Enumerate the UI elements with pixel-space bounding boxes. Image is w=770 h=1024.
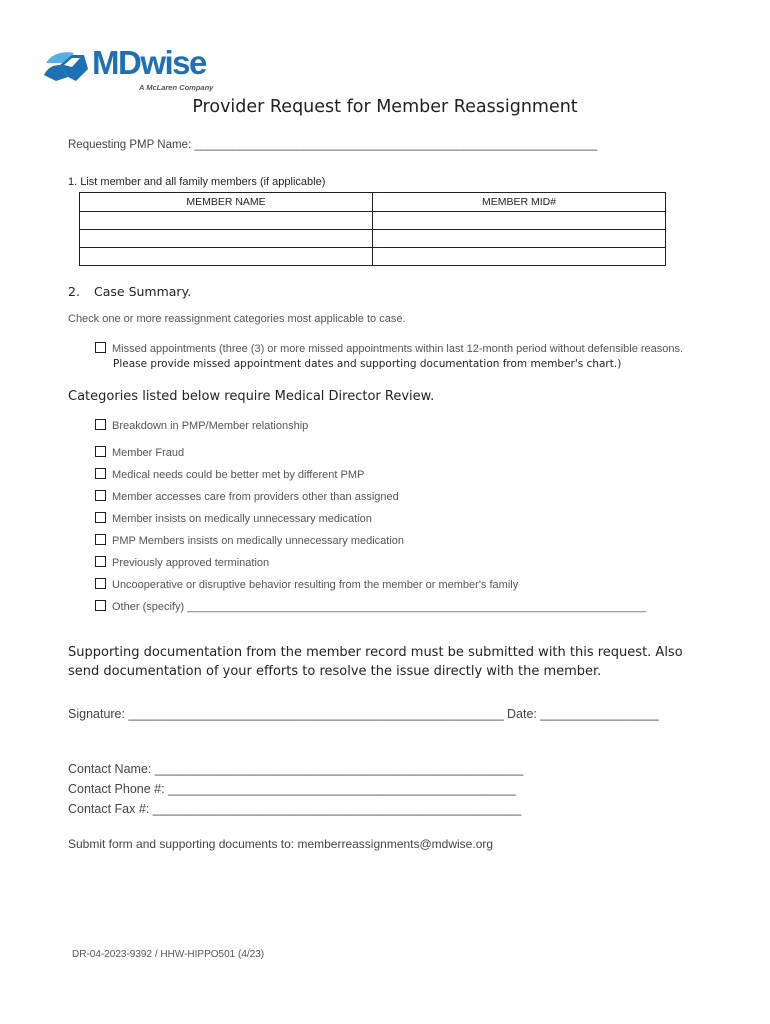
category-checkbox[interactable] — [95, 419, 106, 430]
category-option[interactable] — [95, 419, 308, 432]
category-option[interactable] — [95, 512, 372, 525]
category-checkbox[interactable] — [95, 534, 106, 545]
category-option[interactable] — [95, 556, 269, 569]
requesting-pmp-field[interactable]: Requesting PMP Name: _______________________________________________________________ — [68, 139, 598, 151]
member-name-header: MEMBER NAME — [80, 193, 373, 212]
supporting-documentation-notice: Supporting documentation from the member record must be submitted with this request. Also send documentation of your efforts to resolve the issue directly with the member. — [68, 645, 683, 679]
instruction-text: Check one or more reassignment categories most applicable to case. — [68, 313, 406, 325]
brand-tagline: A McLaren Company — [139, 83, 214, 92]
director-review-heading: Categories listed below require Medical Director Review. — [68, 389, 435, 404]
form-title: Provider Request for Member Reassignment — [192, 97, 578, 117]
category-label: Other (specify) ___________________________________________________________________________ — [112, 601, 647, 613]
missed-appointments-note: Please provide missed appointment dates and supporting documentation from member's chart.) — [113, 358, 622, 370]
table-row — [80, 230, 666, 248]
date-field[interactable]: Date: _________________ — [507, 707, 659, 721]
category-option[interactable] — [95, 468, 364, 481]
category-label: PMP Members insists on medically unnecessary medication — [112, 535, 405, 547]
contact-phone-field[interactable]: Contact Phone #: __________________________________________________ — [68, 782, 516, 796]
category-label: Uncooperative or disruptive behavior resulting from the member or member's family — [112, 579, 519, 591]
section2-number: 2. — [68, 284, 80, 299]
member-mid-cell[interactable] — [373, 230, 666, 248]
footer-code: DR-04-2023-9392 / HHW-HIPPO501 (4/23) — [72, 949, 265, 960]
member-name-cell[interactable] — [80, 212, 373, 230]
missed-appointments-checkbox[interactable] — [95, 342, 106, 353]
category-checkbox[interactable] — [95, 446, 106, 457]
member-mid-header: MEMBER MID# — [373, 193, 666, 212]
category-option[interactable] — [95, 578, 518, 591]
category-label: Member Fraud — [112, 447, 185, 459]
member-table — [79, 192, 666, 266]
category-option[interactable] — [95, 534, 404, 547]
category-label: Member insists on medically unnecessary medication — [112, 513, 372, 525]
category-checkbox[interactable] — [95, 600, 106, 611]
category-option[interactable] — [95, 446, 184, 459]
signature-field[interactable]: Signature: ______________________________________________________ — [68, 707, 504, 721]
member-mid-cell[interactable] — [373, 212, 666, 230]
category-checkbox[interactable] — [95, 490, 106, 501]
submit-instructions: Submit form and supporting documents to: memberreassignments@mdwise.org — [68, 837, 494, 851]
category-option-other[interactable] — [95, 600, 646, 613]
contact-fax-field[interactable]: Contact Fax #: _____________________________________________________ — [68, 802, 522, 816]
brand-name: MDwise — [92, 44, 206, 81]
category-checkbox[interactable] — [95, 578, 106, 589]
missed-appointments-option[interactable] — [95, 342, 683, 355]
member-name-cell[interactable] — [80, 230, 373, 248]
category-checkbox[interactable] — [95, 468, 106, 479]
category-label: Medical needs could be better met by different PMP — [112, 469, 365, 481]
missed-appointments-label: Missed appointments (three (3) or more missed appointments within last 12-month period without defensible reasons. — [112, 343, 684, 355]
section2-label: Case Summary. — [94, 284, 192, 299]
category-checkbox[interactable] — [95, 556, 106, 567]
mdwise-logo-mark — [44, 49, 90, 83]
contact-name-field[interactable]: Contact Name: _____________________________________________________ — [68, 762, 524, 776]
table-row — [80, 212, 666, 230]
member-mid-cell[interactable] — [373, 248, 666, 266]
section1-label: 1. List member and all family members (if applicable) — [68, 176, 326, 188]
category-label: Member accesses care from providers other than assigned — [112, 491, 399, 503]
category-checkbox[interactable] — [95, 512, 106, 523]
table-row — [80, 248, 666, 266]
category-label: Previously approved termination — [112, 557, 270, 569]
member-name-cell[interactable] — [80, 248, 373, 266]
category-label: Breakdown in PMP/Member relationship — [112, 420, 309, 432]
category-option[interactable] — [95, 490, 399, 503]
